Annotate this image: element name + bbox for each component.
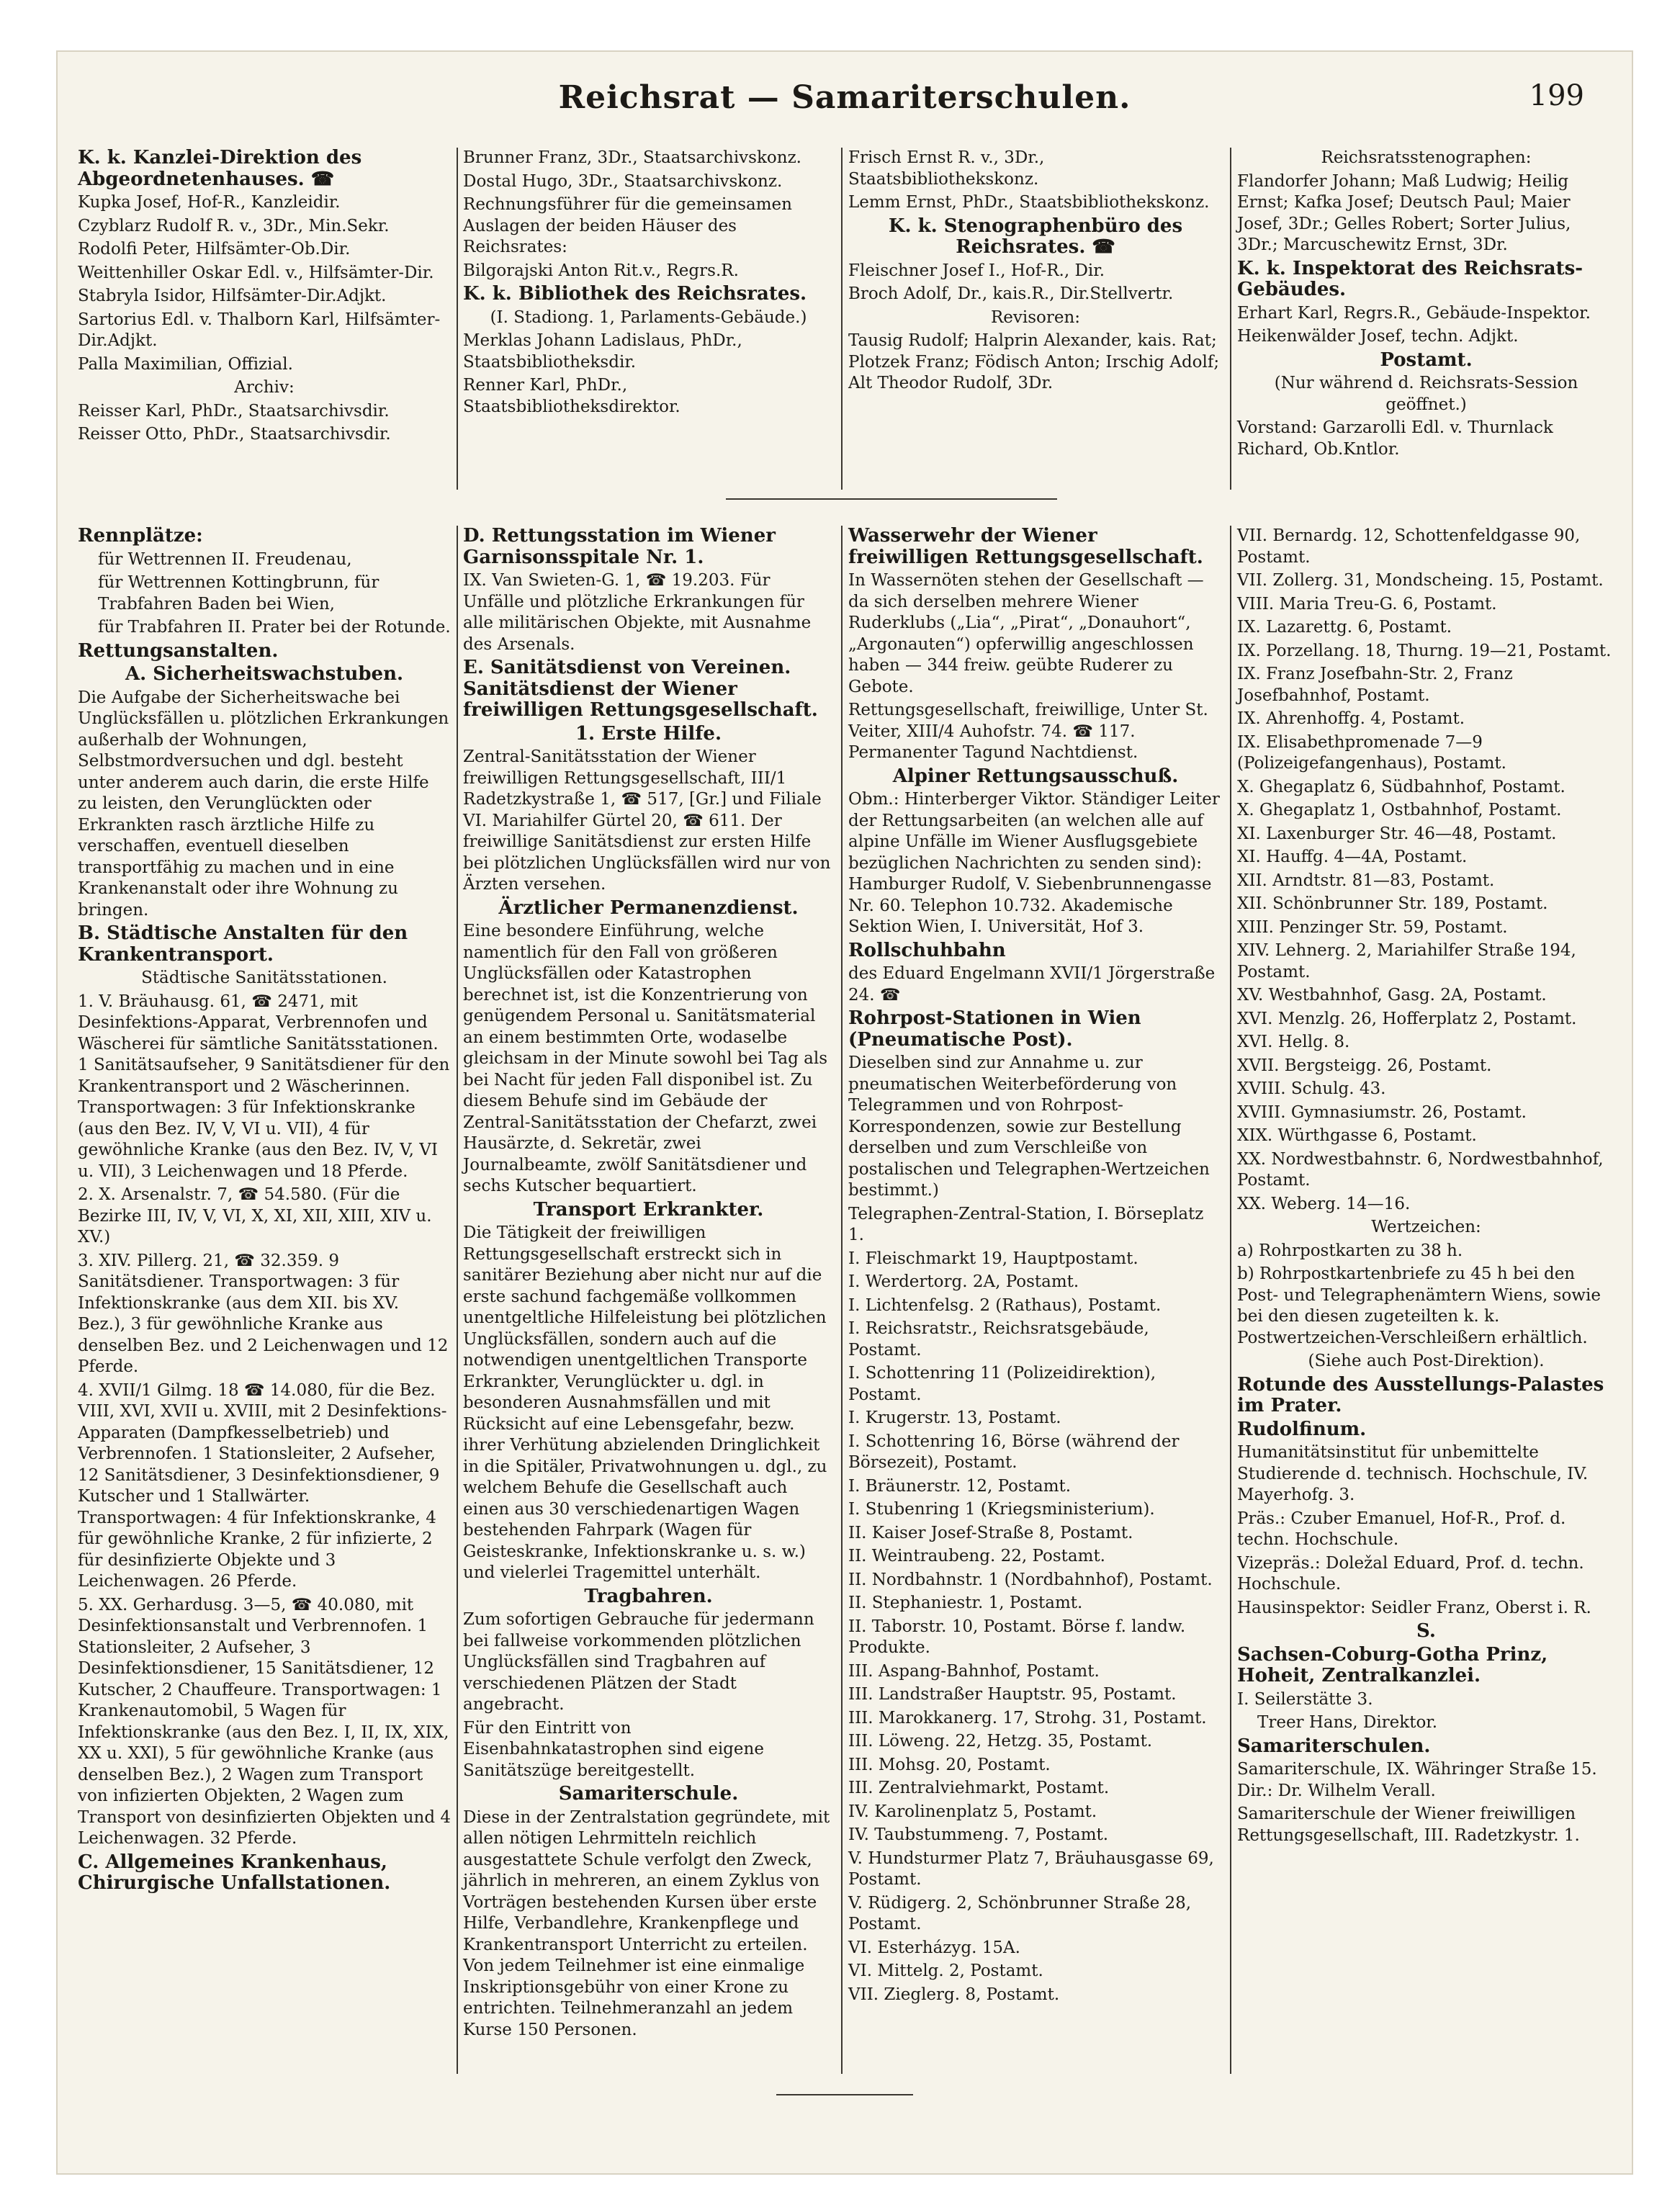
column-rule — [841, 148, 843, 490]
entry: III. Landstraßer Hauptstr. 95, Postamt. — [848, 1685, 1177, 1704]
entry: 5. XX. Gerhardusg. 3—5, ☎ 40.080, mit Desinfektionsanstalt und Verbrennofen. 1 Stationsleiter, 2 Aufseher, 3 Desinfektionsdiener, 15 Sanitätsdiener, 12 Kutscher, 2 Chauffeure. Transportwagen: 1 Krankenautomobil, 5 Wagen für Infektionskranke (aus den Bez. I, II, IX, XIX, XX u. XXI), 5 für gewöhnliche Kranke (aus denselben Bez.), 2 Wagen zum Transport von infizierten Objekten, 2 Wagen zum Transport von desinfizierten Objekten und 4 Leichenwagen. 32 Pferde. — [78, 1595, 451, 1848]
entry: XII. Arndtstr. 81—83, Postamt. — [1237, 871, 1495, 890]
section-heading: Rollschuhbahn — [848, 939, 1006, 961]
entry: IX. Van Swieten-G. 1, ☎ 19.203. Für Unfälle und plötzliche Erkrankungen für alle militärischen Objekte, mit Ausnahme des Arsenals. — [463, 571, 812, 654]
entry: IX. Ahrenhoffg. 4, Postamt. — [1237, 709, 1465, 728]
entry: Humanitätsinstitut für unbemittelte Studierende d. technisch. Hochschule, IV. Mayerhofg. 3. — [1237, 1443, 1589, 1504]
entry: 1. V. Bräuhausg. 61, ☎ 2471, mit Desinfektions-Apparat, Verbrennofen und Wäscherei für sämtliche Sanitätsstationen. 1 Sanitätsaufseher, 9 Sanitätsdiener für den Krankentransport und 2 Wäscherinnen. Transportwagen: 3 für Infektionskranke (aus den Bez. IV, V, VI u. VII), 4 für gewöhnliche Kranke (aus den Bez. IV, V, VI u. VII), 3 Leichenwagen und 18 Pferde. — [78, 992, 450, 1181]
entry: für Trabfahren II. Prater bei der Rotunde. — [98, 618, 451, 637]
entry: XVIII. Schulg. 43. — [1237, 1079, 1386, 1098]
entry: XIII. Penzinger Str. 59, Postamt. — [1237, 917, 1508, 937]
entry: Vizepräs.: Doležal Eduard, Prof. d. techn. Hochschule. — [1237, 1553, 1584, 1594]
entry: XX. Weberg. 14—16. — [1237, 1194, 1411, 1213]
entry: IV. Taubstummeng. 7, Postamt. — [848, 1825, 1109, 1844]
column-rule — [1230, 526, 1231, 2074]
entry: II. Weintraubeng. 22, Postamt. — [848, 1547, 1105, 1565]
entry: Obm.: Hinterberger Viktor. Ständiger Leiter der Rettungsarbeiten (an welchen alle auf alpine Unfälle im Wiener Ausflugsgebiete bezüglichen Nachrichten zu senden sind): Hamburger Rudolf, V. Siebenbrunnengasse Nr. 60. Telephon 10.732. Akademische Sektion Wien, I. Universität, Hof 3. — [848, 790, 1220, 936]
entry: XI. Laxenburger Str. 46—48, Postamt. — [1237, 824, 1557, 843]
section-heading: Samariterschulen. — [1237, 1735, 1431, 1757]
entry: Merklas Johann Ladislaus, PhDr., Staatsbibliotheksdir. — [463, 331, 742, 372]
bottom-column-3 — [848, 526, 1223, 2008]
entry: III. Löweng. 22, Hetzg. 35, Postamt. — [848, 1732, 1153, 1751]
entry: Sartorius Edl. v. Thalborn Karl, Hilfsämter-Dir.Adjkt. — [78, 310, 441, 350]
section-heading: C. Allgemeines Krankenhaus, Chirurgische Unfallstationen. — [78, 1851, 391, 1894]
entry: I. Werdertorg. 2A, Postamt. — [848, 1272, 1079, 1291]
entry: VII. Bernardg. 12, Schottenfeldgasse 90, Postamt. — [1237, 526, 1581, 567]
section-heading: Transport Erkrankter. — [533, 1198, 764, 1221]
entry: Weittenhiller Oskar Edl. v., Hilfsämter-Dir. — [78, 263, 434, 282]
entry: Tausig Rudolf; Halprin Alexander, kais. Rat; Plotzek Franz; Födisch Anton; Irschig Adolf; Alt Theodor Rudolf, 3Dr. — [848, 331, 1220, 392]
entry: Eine besondere Einführung, welche namentlich für den Fall von größeren Unglücksfällen oder Katastrophen berechnet ist, ist die Konzentrierung von genügendem Personal u. Sanitätsmaterial an einem bestimmten Orte, wodaselbe gleichsam in der Minute sowohl bei Tag als bei Nacht für jeden Fall disponibel ist. Zu diesem Behufe sind im Gebäude der Zentral-Sanitätsstation der Chefarzt, zwei Hausärzte, d. Sekretär, zwei Journalbeamte, zwölf Sanitätsdiener und sechs Kutscher bequartiert. — [463, 922, 828, 1195]
entry: Reisser Karl, PhDr., Staatsarchivsdir. — [78, 401, 390, 421]
entry: III. Marokkanerg. 17, Strohg. 31, Postamt. — [848, 1708, 1207, 1728]
section-heading: K. k. Inspektorat des Reichsrats-Gebäudes. — [1237, 257, 1584, 300]
entry: Fleischner Josef I., Hof-R., Dir. — [848, 261, 1105, 280]
page-header — [56, 79, 1633, 130]
entry: Präs.: Czuber Emanuel, Hof-R., Prof. d. techn. Hochschule. — [1237, 1509, 1566, 1549]
entry: Broch Adolf, Dr., kais.R., Dir.Stellvertr. — [848, 284, 1174, 303]
section-heading: 1. Erste Hilfe. — [575, 722, 722, 745]
subheading: (Nur während d. Reichsrats-Session geöffnet.) — [1274, 374, 1578, 414]
section-heading: Tragbahren. — [584, 1585, 713, 1607]
entry: Lemm Ernst, PhDr., Staatsbibliothekskonz. — [848, 193, 1210, 212]
entry: Die Tätigkeit der freiwilligen Rettungsgesellschaft erstreckt sich in sanitärer Beziehung aber nicht nur auf die erste sachund fachgemäße vollkommen unentgeltliche Hilfeleistung bei plötzlichen Unglücksfällen, sondern auch auf die notwendigen unentgeltlichen Transporte Erkrankter, Verunglückter u. dgl. in besonderen Ausnahmsfällen und mit Rücksicht auf eine Lebensgefahr, bezw. ihrer Verhütung abzielenden Dringlichkeit in die Spitäler, Privatwohnungen u. dgl., zu welchem Behufe die Gesellschaft auch einen aus 30 verschiedenartigen Wagen bestehenden Fahrpark (Wagen für Geisteskranke, Infektionskranke u. s. w.) und vielerlei Tragemittel unterhält. — [463, 1223, 827, 1582]
entry: XVII. Bergsteigg. 26, Postamt. — [1237, 1056, 1492, 1075]
entry: Palla Maximilian, Offizial. — [78, 354, 293, 374]
section-heading: Alpiner Rettungsausschuß. — [892, 765, 1179, 787]
section-heading: K. k. Stenographenbüro des Reichsrates. ☎ — [888, 215, 1183, 258]
entry: für Wettrennen II. Freudenau, — [98, 549, 352, 569]
subheading: (Siehe auch Post-Direktion). — [1308, 1352, 1545, 1370]
entry: XVI. Menzlg. 26, Hofferplatz 2, Postamt. — [1237, 1009, 1577, 1028]
bottom-column-2 — [463, 526, 834, 2043]
entry: Erhart Karl, Regrs.R., Gebäude-Inspektor. — [1237, 303, 1591, 323]
section-heading: B. Städtische Anstalten für den Krankentransport. — [78, 922, 408, 966]
entry: Treer Hans, Direktor. — [1257, 1713, 1438, 1732]
entry: I. Schottenring 11 (Polizeidirektion), Postamt. — [848, 1364, 1156, 1404]
top-column-1 — [78, 148, 451, 448]
entry: XX. Nordwestbahnstr. 6, Nordwestbahnhof, Postamt. — [1237, 1149, 1604, 1190]
entry: Die Aufgabe der Sicherheitswache bei Unglücksfällen u. plötzlichen Erkrankungen außerhalb der Wohnungen, Selbstmordversuchen und dgl. besteht unter anderem auch darin, die erste Hilfe zu leisten, den Verunglückten oder Erkrankten rasch ärztliche Hilfe zu verschaffen, eventuell dieselben transportfähig zu machen und in eine Krankenanstalt oder ihre Wohnung zu bringen. — [78, 688, 449, 920]
section-heading: E. Sanitätsdienst von Vereinen. Sanitätsdienst der Wiener freiwilligen Rettungsgesellschaft. — [463, 657, 818, 721]
entry: Diese in der Zentralstation gegründete, mit allen nötigen Lehrmitteln reichlich ausgestattete Schule verfolgt den Zweck, jährlich in mehreren, an einem Zyklus von Vorträgen bestehenden Kursen über erste Hilfe, Verbandlehre, Krankenpflege und Krankentransport Unterricht zu erteilen. Von jedem Teilnehmer ist eine einmalige Inskriptionsgebühr von einer Krone zu entrichten. Teilnehmeranzahl an jedem Kurse 150 Personen. — [463, 1807, 830, 2039]
entry: Dieselben sind zur Annahme u. zur pneumatischen Weiterbeförderung von Telegrammen und von Rohrpost-Korrespondenzen, sowie zur Bestellung derselben und zum Verschleiße von postalischen und Telegraphen-Wertzeichen bestimmt.) — [848, 1053, 1210, 1200]
section-rule — [726, 498, 1057, 500]
entry: I. Krugerstr. 13, Postamt. — [848, 1408, 1061, 1427]
entry: Zum sofortigen Gebrauche für jedermann bei fallweise vorkommenden plötzlichen Unglücksfällen sind Tragbahren auf verschiedenen Plätzen der Stadt angebracht. — [463, 1610, 814, 1714]
entry: Czyblarz Rudolf R. v., 3Dr., Min.Sekr. — [78, 216, 390, 235]
entry: I. Stubenring 1 (Kriegsministerium). — [848, 1500, 1155, 1519]
entry: III. Mohsg. 20, Postamt. — [848, 1755, 1051, 1774]
entry: Frisch Ernst R. v., 3Dr., Staatsbibliothekskonz. — [848, 148, 1045, 189]
entry: V. Hundsturmer Platz 7, Bräuhausgasse 69, Postamt. — [848, 1848, 1214, 1889]
section-heading: Ärztlicher Permanenzdienst. — [498, 897, 799, 919]
subheading: Archiv: — [234, 378, 295, 397]
page — [56, 50, 1633, 2175]
section-heading: Postamt. — [1380, 349, 1473, 371]
footer-rule — [776, 2094, 913, 2095]
bottom-column-4 — [1237, 526, 1615, 1848]
entry: XVIII. Gymnasiumstr. 26, Postamt. — [1237, 1102, 1527, 1122]
entry: Vorstand: Garzarolli Edl. v. Thurnlack Richard, Ob.Kntlor. — [1237, 418, 1553, 459]
entry: III. Zentralviehmarkt, Postamt. — [848, 1779, 1110, 1797]
entry: VI. Mittelg. 2, Postamt. — [848, 1962, 1043, 1980]
entry: Telegraphen-Zentral-Station, I. Börseplatz 1. — [848, 1204, 1204, 1244]
entry: IX. Porzellang. 18, Thurng. 19—21, Postamt. — [1237, 641, 1612, 660]
entry: VIII. Maria Treu-G. 6, Postamt. — [1237, 594, 1497, 614]
entry: Kupka Josef, Hof-R., Kanzleidir. — [78, 193, 341, 212]
entry: IX. Lazarettg. 6, Postamt. — [1237, 618, 1452, 637]
top-column-4 — [1237, 148, 1615, 462]
section-heading: S. — [1416, 1620, 1436, 1642]
entry: Reisser Otto, PhDr., Staatsarchivsdir. — [78, 425, 391, 444]
entry: Samariterschule der Wiener freiwilligen Rettungsgesellschaft, III. Radetzkystr. 1. — [1237, 1805, 1580, 1845]
entry: 3. XIV. Pillerg. 21, ☎ 32.359. 9 Sanitätsdiener. Transportwagen: 3 für Infektionskranke (aus dem XII. bis XV. Bez.), 3 für gewöhnliche Kranke aus denselben Bez. und 2 Leichenwagen und 12 Pferde. — [78, 1251, 449, 1376]
entry: Rettungsgesellschaft, freiwillige, Unter St. Veiter, XIII/4 Auhofstr. 74. ☎ 117. Permanenter Tagund Nachtdienst. — [848, 701, 1208, 762]
running-title: Reichsrat — Samariterschulen. — [558, 79, 1131, 116]
entry: Für den Eintritt von Eisenbahnkatastrophen sind eigene Sanitätszüge bereitgestellt. — [463, 1718, 764, 1780]
section-heading: Samariterschule. — [558, 1783, 739, 1805]
entry: In Wassernöten stehen der Gesellschaft — da sich derselben mehrere Wiener Ruderklubs („Lia“, „Pirat“, „Donauhort“, „Argonauten“) opferwillig angeschlossen haben — 344 freiw. geübte Ruderer zu Gebote. — [848, 571, 1204, 696]
section-heading: A. Sicherheitswachstuben. — [125, 663, 404, 685]
section-heading: K. k. Bibliothek des Reichsrates. — [463, 283, 807, 305]
entry: Rodolfi Peter, Hilfsämter-Ob.Dir. — [78, 240, 351, 259]
entry: X. Ghegaplatz 1, Ostbahnhof, Postamt. — [1237, 801, 1562, 819]
entry: III. Aspang-Bahnhof, Postamt. — [848, 1661, 1100, 1681]
entry: II. Taborstr. 10, Postamt. Börse f. landw. Produkte. — [848, 1617, 1186, 1657]
top-column-2 — [463, 148, 834, 420]
section-heading: Rudolfinum. — [1237, 1418, 1367, 1440]
entry: I. Fleischmarkt 19, Hauptpostamt. — [848, 1249, 1138, 1268]
entry: XIV. Lehnerg. 2, Mariahilfer Straße 194, Postamt. — [1237, 941, 1576, 981]
entry: Flandorfer Johann; Maß Ludwig; Heilig Ernst; Kafka Josef; Deutsch Paul; Maier Josef, 3Dr.; Gelles Robert; Sorter Julius, 3Dr.; Marcuschewitz Ernst, 3Dr. — [1237, 171, 1571, 254]
entry: XII. Schönbrunner Str. 189, Postamt. — [1237, 894, 1548, 913]
column-rule — [1230, 148, 1231, 490]
entry: Hausinspektor: Seidler Franz, Oberst i. R. — [1237, 1598, 1591, 1617]
entry: für Wettrennen Kottingbrunn, für Trabfahren Baden bei Wien, — [98, 573, 379, 614]
entry: Rechnungsführer für die gemeinsamen Auslagen der beiden Häuser des Reichsrates: — [463, 195, 792, 256]
section-heading: K. k. Kanzlei-Direktion des Abgeordnetenhauses. ☎ — [78, 147, 362, 190]
entry: XI. Hauffg. 4—4A, Postamt. — [1237, 848, 1468, 866]
entry: XIX. Würthgasse 6, Postamt. — [1237, 1126, 1477, 1145]
entry: I. Seilerstätte 3. — [1237, 1689, 1373, 1709]
section-heading: Sachsen-Coburg-Gotha Prinz, Hoheit, Zentralkanzlei. — [1237, 1643, 1548, 1686]
entry: Brunner Franz, 3Dr., Staatsarchivskonz. — [463, 148, 801, 167]
entry: VI. Esterházyg. 15A. — [848, 1938, 1020, 1957]
entry: Dostal Hugo, 3Dr., Staatsarchivskonz. — [463, 171, 783, 191]
column-rule — [457, 526, 458, 2074]
section-heading: D. Rettungsstation im Wiener Garnisonsspitale Nr. 1. — [463, 525, 776, 568]
bottom-column-1 — [78, 526, 451, 1897]
column-rule — [841, 526, 843, 2074]
entry: IV. Karolinenplatz 5, Postamt. — [848, 1802, 1097, 1821]
entry: V. Rüdigerg. 2, Schönbrunner Straße 28, Postamt. — [848, 1893, 1192, 1933]
entry: XVI. Hellg. 8. — [1237, 1033, 1350, 1051]
entry: IX. Franz Josefbahn-Str. 2, Franz Josefbahnhof, Postamt. — [1237, 665, 1513, 705]
entry: IX. Elisabethpromenade 7—9 (Polizeigefangenhaus), Postamt. — [1237, 732, 1506, 773]
entry: des Eduard Engelmann XVII/1 Jörgerstraße 24. ☎ — [848, 964, 1216, 1005]
entry: Zentral-Sanitätsstation der Wiener freiwilligen Rettungsgesellschaft, III/1 Radetzkystraße 1, ☎ 517, [Gr.] und Filiale VI. Mariahilfer Gürtel 20, ☎ 611. Der freiwillige Sanitätsdienst zur ersten Hilfe bei plötzlichen Unglücksfällen wird nur von Ärzten versehen. — [463, 747, 831, 894]
top-column-3 — [848, 148, 1223, 397]
subheading: Reichsratsstenographen: — [1321, 148, 1532, 167]
entry: VII. Zieglerg. 8, Postamt. — [848, 1985, 1060, 2004]
page-number: 199 — [1529, 79, 1584, 112]
entry: Stabryla Isidor, Hilfsämter-Dir.Adjkt. — [78, 287, 387, 305]
column-rule — [457, 148, 458, 490]
section-heading: Rettungsanstalten. — [78, 639, 279, 662]
subheading: Revisoren: — [990, 307, 1081, 327]
entry: II. Kaiser Josef-Straße 8, Postamt. — [848, 1523, 1133, 1542]
entry: X. Ghegaplatz 6, Südbahnhof, Postamt. — [1237, 777, 1566, 796]
entry: 4. XVII/1 Gilmg. 18 ☎ 14.080, für die Bez. VIII, XVI, XVII u. XVIII, mit 2 Desinfektions-Apparaten (Dampfkesselbetrieb) und Verbrennofen. 1 Stationsleiter, 2 Aufseher, 12 Sanitätsdiener, 3 Desinfektionsdiener, 9 Kutscher und 1 Stallwärter. Transportwagen: 4 für Infektionskranke, 4 für gewöhnliche Kranke, 2 für infizierte, 2 für desinfizierte Objekte und 3 Leichenwagen. 26 Pferde. — [78, 1380, 447, 1591]
entry: a) Rohrpostkarten zu 38 h. — [1237, 1241, 1463, 1260]
entry: I. Bräunerstr. 12, Postamt. — [848, 1476, 1072, 1496]
entry: Heikenwälder Josef, techn. Adjkt. — [1237, 327, 1519, 346]
entry: Samariterschule, IX. Währinger Straße 15. Dir.: Dr. Wilhelm Verall. — [1237, 1760, 1597, 1800]
entry: II. Stephaniestr. 1, Postamt. — [848, 1594, 1083, 1612]
entry: I. Schottenring 16, Börse (während der Börsezeit), Postamt. — [848, 1432, 1180, 1472]
entry: VII. Zollerg. 31, Mondscheing. 15, Postamt. — [1237, 571, 1604, 590]
entry: Bilgorajski Anton Rit.v., Regrs.R. — [463, 261, 739, 280]
entry: I. Reichsratstr., Reichsratsgebäude, Postamt. — [848, 1319, 1149, 1360]
entry: b) Rohrpostkartenbriefe zu 45 h bei den Post- und Telegraphenämtern Wiens, sowie bei den diesen zugeteilten k. k. Postwertzeichen-Verschleißern erhältlich. — [1237, 1264, 1601, 1347]
section-heading: Wasserwehr der Wiener freiwilligen Rettungsgesellschaft. — [848, 525, 1203, 568]
section-heading: Rohrpost-Stationen in Wien (Pneumatische Post). — [848, 1007, 1141, 1051]
subheading: (I. Stadiong. 1, Parlaments-Gebäude.) — [490, 307, 807, 327]
section-heading: Rotunde des Ausstellungs-Palastes im Prater. — [1237, 1373, 1604, 1416]
entry: XV. Westbahnhof, Gasg. 2A, Postamt. — [1237, 986, 1547, 1005]
entry: 2. X. Arsenalstr. 7, ☎ 54.580. (Für die Bezirke III, IV, V, VI, X, XI, XII, XIII, XIV u. XV.) — [78, 1185, 432, 1246]
subheading: Städtische Sanitätsstationen. — [141, 969, 387, 987]
section-heading: Rennplätze: — [78, 525, 203, 547]
entry: II. Nordbahnstr. 1 (Nordbahnhof), Postamt. — [848, 1570, 1213, 1589]
entry: I. Lichtenfelsg. 2 (Rathaus), Postamt. — [848, 1295, 1162, 1315]
entry: Renner Karl, PhDr., Staatsbibliotheksdirektor. — [463, 376, 680, 416]
subheading: Wertzeichen: — [1371, 1218, 1481, 1236]
